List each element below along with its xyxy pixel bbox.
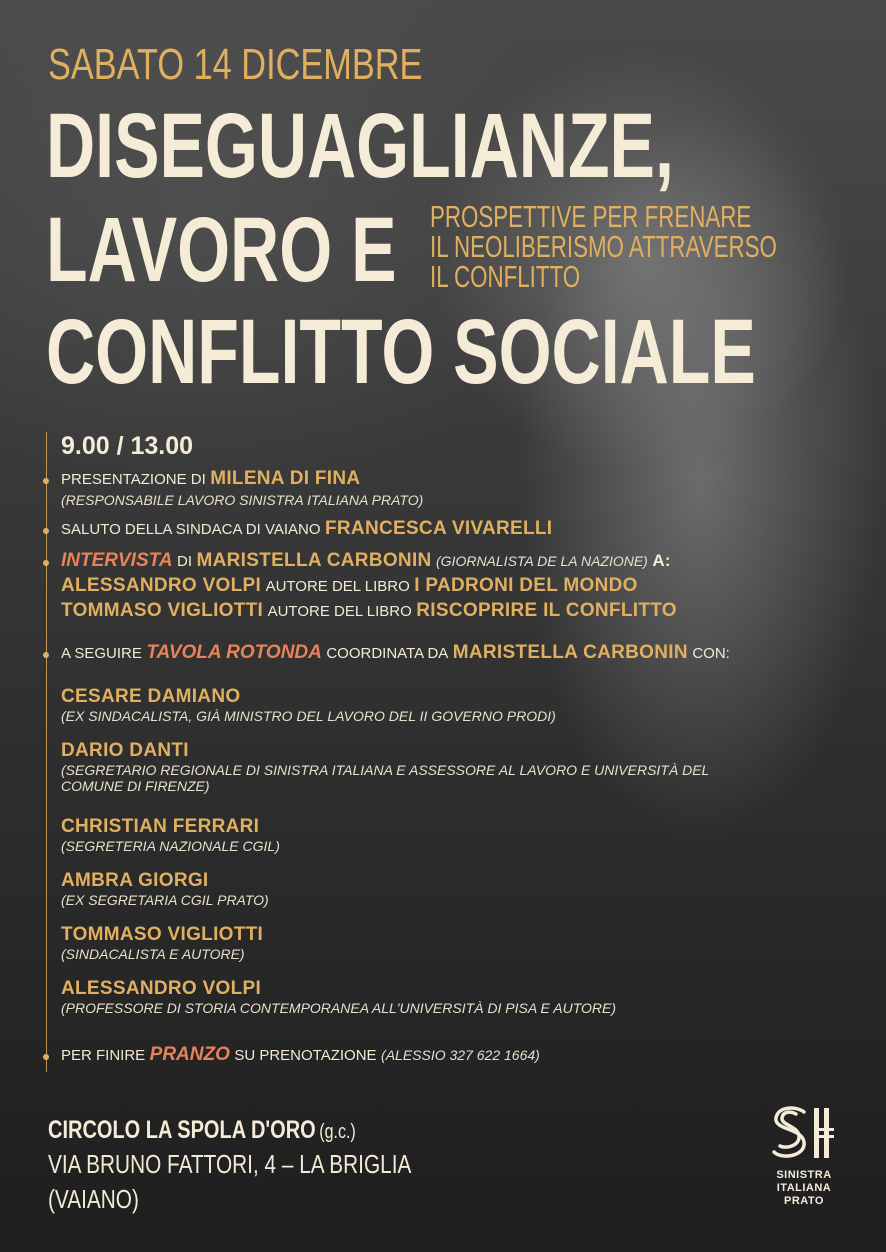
venue-info [48,1116,411,1215]
roundtable-lead: A SEGUIRE [61,645,142,662]
speaker-name: CHRISTIAN FERRARI [61,816,260,837]
bullet-dot [43,528,49,534]
subtitle-line-3: IL CONFLITTO [430,259,581,294]
program-time: 9.00 / 13.00 [61,432,194,460]
title-line-1: DISEGUAGLIANZE, [46,95,674,197]
bullet-dot [43,652,49,658]
subtitle-line-1: PROSPETTIVE PER FRENARE [430,199,752,234]
guest-name: TOMMASO VIGLIOTTI [61,600,264,621]
speaker-note: (EX SINDACALISTA, GIÀ MINISTRO DEL LAVORO DEL II GOVERNO PRODI) [61,708,556,724]
speaker-name: DARIO DANTI [61,740,189,761]
logo-line-1: SINISTRA [776,1169,832,1181]
lunch-lead: PER FINIRE [61,1047,146,1064]
guest-name: ALESSANDRO VOLPI [61,575,262,596]
interview-note: (GIORNALISTA DE LA NAZIONE) [436,553,648,569]
greeting-item [61,518,552,540]
speaker-dario-danti [61,740,709,794]
bullet-dot [43,478,49,484]
speaker-note: (SEGRETERIA NAZIONALE CGIL) [61,838,280,854]
roundtable-label: TAVOLA ROTONDA [146,642,322,663]
speaker-name: TOMMASO VIGLIOTTI [61,924,264,945]
interview-item [61,550,677,622]
speaker-tommaso-vigliotti [61,924,263,962]
venue-address: VIA BRUNO FATTORI, 4 – LA BRIGLIA [48,1149,412,1179]
title-line-2: LAVORO E [46,199,397,301]
speaker-christian-ferrari [61,816,280,854]
roundtable-tail: CON: [692,645,730,662]
speaker-name: CESARE DAMIANO [61,686,241,707]
event-date: SABATO 14 DICEMBRE [48,40,423,89]
guest-book: RISCOPRIRE IL CONFLITTO [416,600,677,621]
speaker-name: AMBRA GIORGI [61,870,209,891]
presentation-item [61,468,423,508]
bullet-dot [43,560,49,566]
sinistra-italiana-logo [764,1102,844,1208]
roundtable-name: MARISTELLA CARBONIN [452,642,688,663]
speaker-note: (SINDACALISTA E AUTORE) [61,946,245,962]
presentation-note: (RESPONSABILE LAVORO SINISTRA ITALIANA PRATO) [61,492,424,508]
greeting-name: FRANCESCA VIVARELLI [325,518,553,539]
lunch-label: PRANZO [149,1044,230,1065]
roundtable-item [61,642,730,664]
speaker-note-2: COMUNE DI FIRENZE) [61,778,210,794]
interview-a: A: [652,551,671,570]
lunch-item [61,1044,540,1066]
guest-lead: AUTORE DEL LIBRO [265,578,410,595]
speaker-ambra-giorgi [61,870,269,908]
interview-label: INTERVISTA [61,550,173,571]
speaker-name: ALESSANDRO VOLPI [61,978,262,999]
si-logo-icon [766,1102,842,1164]
title-line-3: CONFLITTO SOCIALE [46,301,756,403]
interview-guest-2 [61,600,677,622]
guest-lead: AUTORE DEL LIBRO [267,603,412,620]
venue-name: CIRCOLO LA SPOLA D'ORO [48,1116,316,1144]
logo-line-2: ITALIANA [776,1182,832,1194]
speaker-note: (SEGRETARIO REGIONALE DI SINISTRA ITALIANA E ASSESSORE AL LAVORO E UNIVERSITÀ DEL [61,762,710,778]
bullet-dot [43,1054,49,1060]
presentation-name: MILENA DI FINA [210,468,361,489]
speaker-cesare-damiano [61,686,556,724]
roundtable-mid: COORDINATA DA [326,645,449,662]
program-timeline [46,432,867,1072]
interview-name: MARISTELLA CARBONIN [196,550,432,571]
logo-line-3: PRATO [784,1195,824,1207]
interview-di: DI [177,553,192,570]
interview-guest-1 [61,575,677,597]
speaker-alessandro-volpi [61,978,616,1016]
venue-town: (VAIANO) [48,1184,139,1214]
subtitle-line-2: IL NEOLIBERISMO ATTRAVERSO [430,229,777,264]
speaker-note: (EX SEGRETARIA CGIL PRATO) [61,892,269,908]
speaker-note: (PROFESSORE DI STORIA CONTEMPORANEA ALL'UNIVERSITÀ DI PISA E AUTORE) [61,1000,616,1016]
lunch-note: (ALESSIO 327 622 1664) [381,1047,540,1063]
guest-book: I PADRONI DEL MONDO [414,575,638,596]
presentation-lead: PRESENTAZIONE DI [61,471,206,488]
lunch-mid: SU PRENOTAZIONE [234,1047,377,1064]
venue-gc: (g.c.) [319,1121,356,1143]
greeting-lead: SALUTO DELLA SINDACA DI VAIANO [61,521,321,538]
subtitle [430,199,777,294]
